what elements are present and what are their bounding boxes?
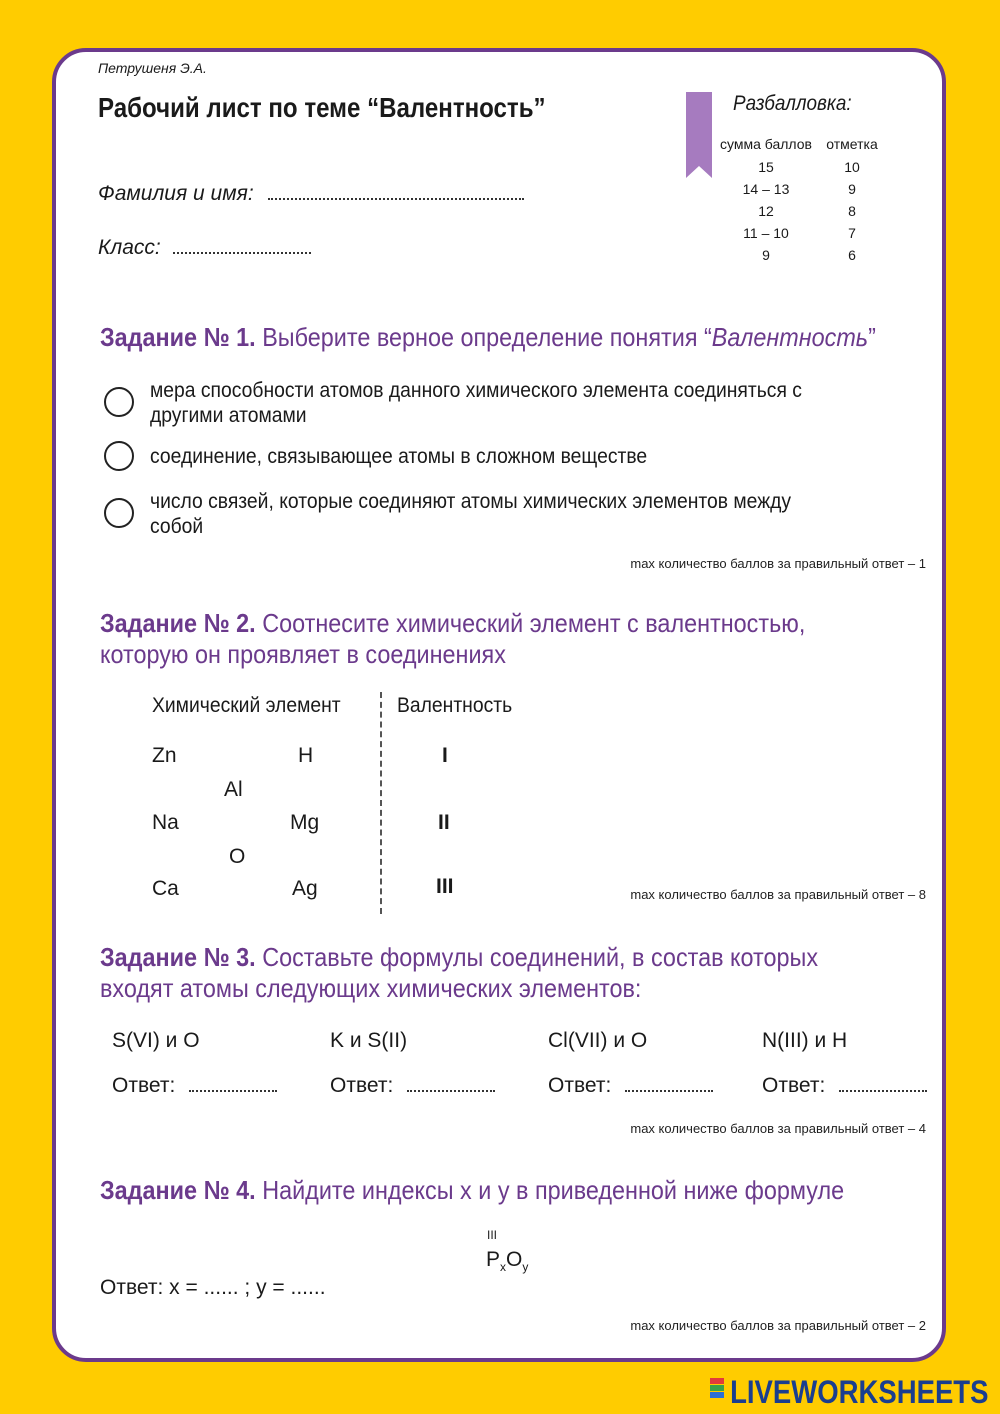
name-field[interactable] <box>98 182 524 206</box>
name-label: Фамилия и имя: <box>98 182 254 205</box>
radio-button[interactable] <box>104 387 134 417</box>
col-valence-header: Валентность <box>397 694 513 717</box>
class-input-line[interactable] <box>173 252 311 254</box>
task4-answer[interactable]: Ответ: x = ...... ; y = ...... <box>100 1276 326 1299</box>
grading-mark: 10 <box>844 159 860 175</box>
option-text: число связей, которые соединяют атомы химических элементов между собой <box>150 490 792 538</box>
answer-input-line[interactable] <box>625 1090 713 1092</box>
grading-mark: 8 <box>848 203 856 219</box>
formula-valence: III <box>487 1228 498 1242</box>
option-text: мера способности атомов данного химического элемента соединяться с другими атомами <box>150 379 802 427</box>
grading-row <box>712 156 884 178</box>
liveworksheets-logo[interactable]: LIVEWORKSHEETS <box>729 1374 988 1410</box>
class-label: Класс: <box>98 236 161 259</box>
task3-label: Задание № 3. <box>100 942 256 972</box>
grading-row <box>712 200 884 222</box>
grading-row <box>712 244 884 266</box>
answer-label: Ответ: <box>112 1074 176 1097</box>
grading-col-sum: сумма баллов <box>720 136 812 152</box>
element-ag[interactable]: Ag <box>292 877 318 900</box>
task3-text-line1: Составьте формулы соединений, в состав которых <box>262 942 819 972</box>
task3-answer-1[interactable] <box>112 1074 277 1098</box>
task3-heading <box>100 942 818 1004</box>
answer-input-line[interactable] <box>839 1090 927 1092</box>
task2-text-line1: Соотнесите химический элемент с валентностью, <box>262 608 806 638</box>
grading-mark: 6 <box>848 247 856 263</box>
task1-option-2[interactable] <box>104 444 910 471</box>
task3-answer-2[interactable] <box>330 1074 495 1098</box>
grading-row <box>712 178 884 200</box>
element-al[interactable]: Al <box>224 778 243 801</box>
grading-sum: 11 – 10 <box>743 225 789 241</box>
task3-answer-3[interactable] <box>548 1074 713 1098</box>
formula-p: P <box>486 1248 501 1271</box>
task3-text-line2: входят атомы следующих химических элементов: <box>100 973 642 1003</box>
liveworksheets-logo-icon <box>710 1378 724 1404</box>
task2-heading <box>100 608 805 670</box>
grading-mark: 9 <box>848 181 856 197</box>
radio-button[interactable] <box>104 441 134 471</box>
element-na[interactable]: Na <box>152 811 179 834</box>
grading-col-mark: отметка <box>826 136 878 152</box>
element-ca[interactable]: Ca <box>152 877 179 900</box>
task1-option-3[interactable] <box>104 489 850 539</box>
formula-y: y <box>522 1260 529 1275</box>
valence-ii[interactable]: II <box>438 811 450 834</box>
option-text: соединение, связывающее атомы в сложном веществе <box>150 445 648 468</box>
grading-sum: 14 – 13 <box>742 181 790 197</box>
task1-max-points: max количество баллов за правильный ответ – 1 <box>630 556 926 571</box>
grading-sum: 15 <box>758 159 774 175</box>
class-field[interactable] <box>98 236 311 260</box>
formula-o: O <box>506 1248 523 1271</box>
answer-input-line[interactable] <box>189 1090 277 1092</box>
answer-label: Ответ: <box>762 1074 826 1097</box>
task1-heading <box>100 322 876 353</box>
task3-item-4: N(III) и H <box>762 1029 848 1052</box>
task4-heading <box>100 1175 844 1206</box>
name-input-line[interactable] <box>268 198 524 200</box>
task4-text: Найдите индексы x и y в приведенной ниже формуле <box>262 1175 845 1205</box>
grading-sum: 9 <box>762 247 770 263</box>
task1-option-1[interactable] <box>104 378 910 428</box>
answer-label: Ответ: <box>548 1074 612 1097</box>
task3-item-2: K и S(II) <box>330 1029 408 1052</box>
task3-max-points: max количество баллов за правильный ответ – 4 <box>630 1121 926 1136</box>
formula <box>486 1248 528 1274</box>
grading-row <box>712 222 884 244</box>
author-name: Петрушеня Э.А. <box>98 60 207 76</box>
grading-table <box>712 132 884 266</box>
bookmark-ribbon <box>686 92 712 178</box>
valence-i[interactable]: I <box>442 744 448 767</box>
task2-label: Задание № 2. <box>100 608 256 638</box>
task3-item-1: S(VI) и O <box>112 1029 200 1052</box>
task1-close-quote: ” <box>868 322 876 352</box>
grading-title: Разбалловка: <box>733 92 852 115</box>
element-o[interactable]: O <box>229 845 246 868</box>
task4-label: Задание № 4. <box>100 1175 256 1205</box>
col-element-header: Химический элемент <box>152 694 341 717</box>
column-divider <box>380 692 382 914</box>
answer-input-line[interactable] <box>407 1090 495 1092</box>
task4-max-points: max количество баллов за правильный ответ – 2 <box>630 1318 926 1333</box>
task1-term: Валентность <box>711 322 869 352</box>
task2-max-points: max количество баллов за правильный ответ – 8 <box>630 887 926 902</box>
element-mg[interactable]: Mg <box>290 811 320 834</box>
task3-answer-4[interactable] <box>762 1074 927 1098</box>
element-zn[interactable]: Zn <box>152 744 177 767</box>
task1-label: Задание № 1. <box>100 322 256 352</box>
grading-sum: 12 <box>758 203 774 219</box>
radio-button[interactable] <box>104 498 134 528</box>
answer-label: Ответ: <box>330 1074 394 1097</box>
element-h[interactable]: H <box>298 744 314 767</box>
task1-text: Выберите верное определение понятия “ <box>262 322 712 352</box>
formula-x: x <box>500 1260 507 1275</box>
page-title: Рабочий лист по теме “Валентность” <box>98 92 546 123</box>
valence-iii[interactable]: III <box>436 875 454 898</box>
task2-text-line2: которую он проявляет в соединениях <box>100 639 506 669</box>
grading-mark: 7 <box>848 225 856 241</box>
task3-item-3: Cl(VII) и O <box>548 1029 648 1052</box>
